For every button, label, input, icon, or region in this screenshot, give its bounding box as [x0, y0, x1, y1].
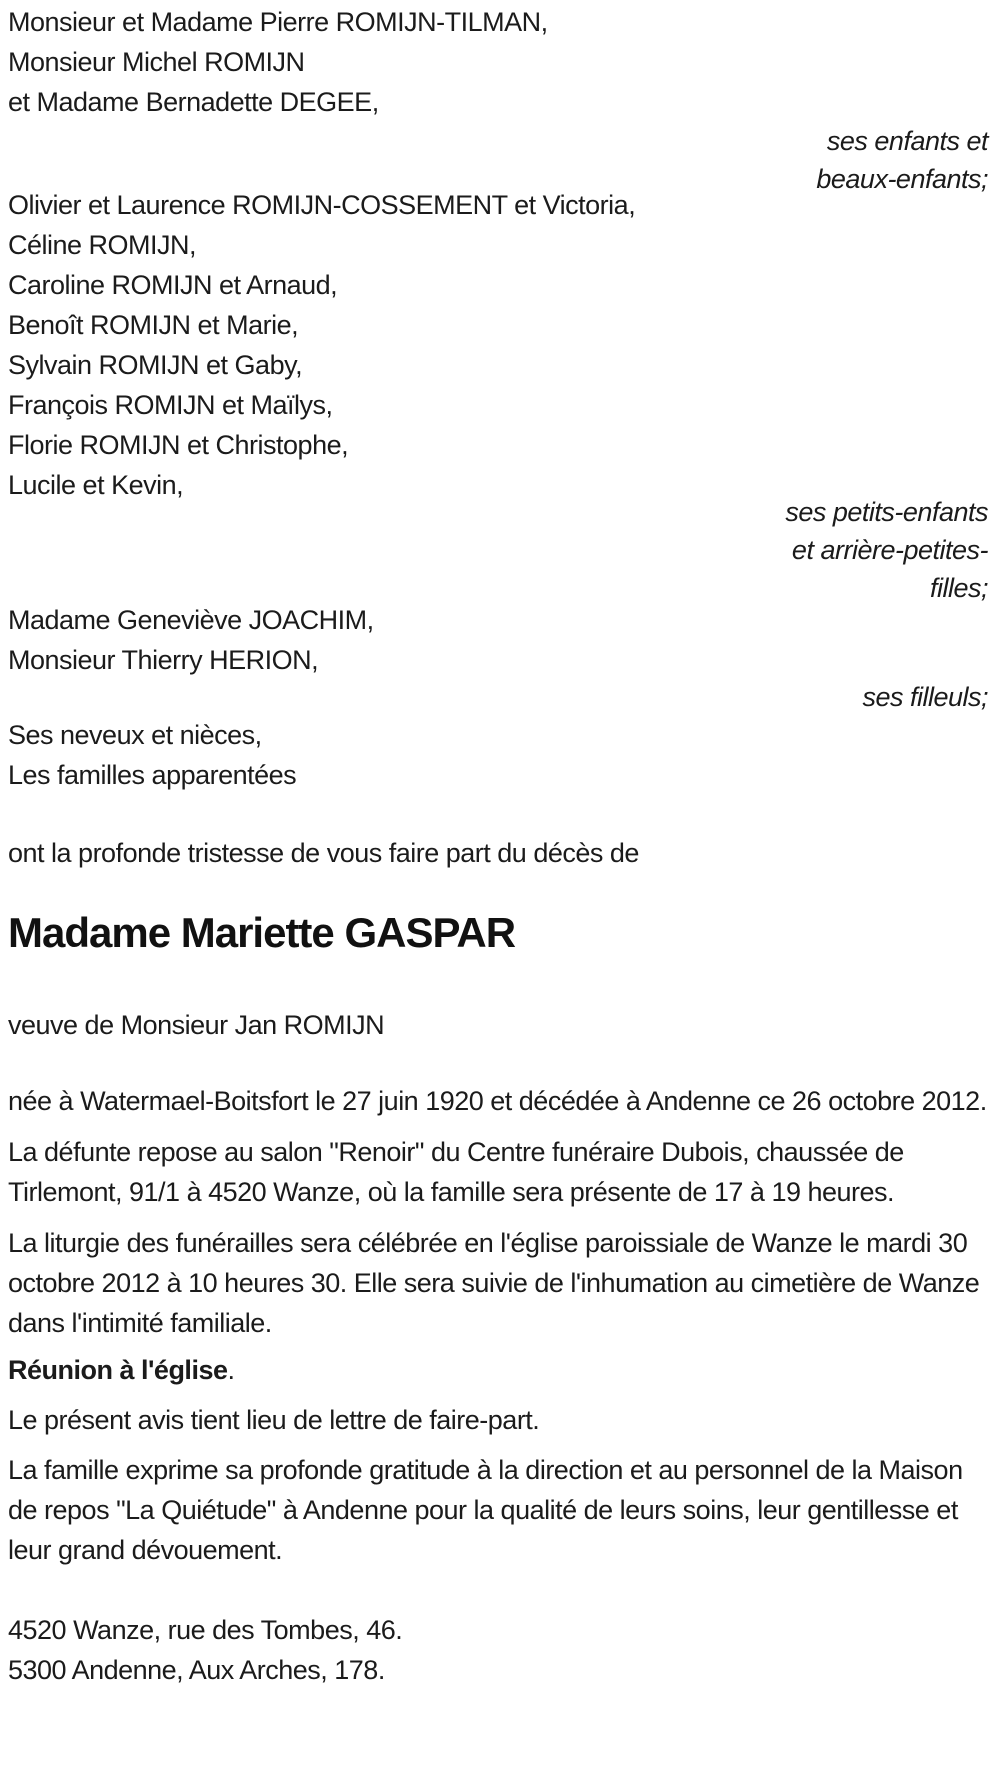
reunion-period: . [227, 1355, 235, 1385]
address-line: 5300 Andenne, Aux Arches, 178. [8, 1655, 385, 1685]
reunion-bold-text: Réunion à l'église [8, 1355, 228, 1385]
other-relatives-block [8, 715, 988, 795]
gratitude-paragraph: La famille exprime sa profonde gratitude à la direction et au personnel de la Maison de repos "La Quiétude" à Andenne pour la qualité de leurs soins, leur gentillesse et leur grand dévouement. [8, 1455, 963, 1565]
family-member-line: Madame Geneviève JOACHIM, [8, 605, 374, 635]
address-line: 4520 Wanze, rue des Tombes, 46. [8, 1615, 403, 1645]
family-member-line: Monsieur Michel ROMIJN [8, 47, 305, 77]
family-member-line: François ROMIJN et Maïlys, [8, 390, 333, 420]
relation-label-children: ses enfants et beaux-enfants; [816, 126, 988, 194]
grandchildren-names-block [8, 185, 988, 505]
announcement-line: ont la profonde tristesse de vous faire part du décès de [8, 838, 639, 868]
birth-death-paragraph: née à Watermael-Boitsfort le 27 juin 1920 et décédée à Andenne ce 26 octobre 2012. [8, 1086, 987, 1116]
addresses-block [8, 1610, 988, 1690]
liturgy-paragraph: La liturgie des funérailles sera célébrée en l'église paroissiale de Wanze le mardi 30 octobre 2012 à 10 heures 30. Elle sera suivie de l'inhumation au cimetière de Wanze dans l'intimité familiale. [8, 1228, 980, 1338]
godchildren-names-block [8, 600, 988, 680]
deceased-name-heading: Madame Mariette GASPAR [8, 909, 516, 956]
family-member-line: Monsieur Thierry HERION, [8, 645, 319, 675]
reunion-line [8, 1350, 988, 1390]
family-member-line: Sylvain ROMIJN et Gaby, [8, 350, 303, 380]
family-member-line: Florie ROMIJN et Christophe, [8, 430, 349, 460]
family-member-line: Céline ROMIJN, [8, 230, 197, 260]
family-member-line: Monsieur et Madame Pierre ROMIJN-TILMAN, [8, 7, 548, 37]
family-member-line: et Madame Bernadette DEGEE, [8, 87, 379, 117]
family-member-line: Benoît ROMIJN et Marie, [8, 310, 299, 340]
obituary-content [8, 2, 988, 1690]
repose-paragraph: La défunte repose au salon "Renoir" du Centre funéraire Dubois, chaussée de Tirlemont, 91/1 à 4520 Wanze, où la famille sera présente de 17 à 19 heures. [8, 1137, 904, 1207]
children-names-block [8, 2, 988, 122]
relation-label-godchildren: ses filleuls; [862, 682, 988, 712]
notice-line: Le présent avis tient lieu de lettre de faire-part. [8, 1405, 540, 1435]
relation-label-grandchildren: ses petits-enfants et arrière-petites-filles; [785, 497, 988, 603]
family-member-line: Les familles apparentées [8, 760, 297, 790]
family-member-line: Lucile et Kevin, [8, 470, 184, 500]
family-member-line: Olivier et Laurence ROMIJN-COSSEMENT et Victoria, [8, 190, 636, 220]
widow-line: veuve de Monsieur Jan ROMIJN [8, 1010, 385, 1040]
family-member-line: Ses neveux et nièces, [8, 720, 262, 750]
family-member-line: Caroline ROMIJN et Arnaud, [8, 270, 338, 300]
